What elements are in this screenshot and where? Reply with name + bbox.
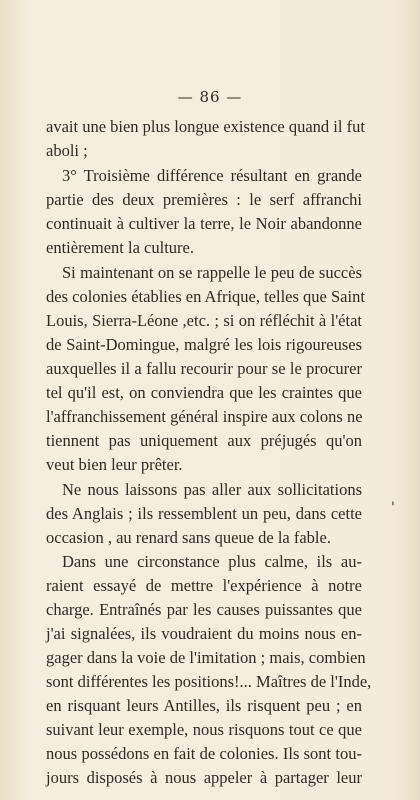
text-line: charge. Entraînés par les causes puissantes que — [46, 600, 362, 619]
page-number: — 86 — — [177, 88, 243, 106]
text-line: veut bien leur prêter. — [46, 455, 183, 474]
text-line: des colonies établies en Afrique, telles que Saint — [46, 287, 365, 306]
text-line: suivant leur exemple, nous risquons tout ce que — [46, 720, 362, 739]
margin-mark: ' — [391, 500, 395, 516]
text-line: gager dans la voie de l'imitation ; mais, combien — [46, 648, 366, 667]
text-line: auxquelles il a fallu recourir pour se le procurer — [46, 359, 362, 378]
text-line: nous possédons en fait de colonies. Ils sont tou- — [46, 744, 362, 763]
text-line: en risquant leurs Antilles, ils risquent peu ; en — [46, 696, 362, 715]
text-line: sont différentes les positions!... Maîtres de l'Inde, — [46, 672, 372, 691]
text-line: des Anglais ; ils ressemblent un peu, dans cette — [46, 504, 362, 523]
text-line: jours disposés à nous appeler à partager leur — [46, 768, 362, 787]
text-line: de Saint-Domingue, malgré les lois rigoureuses — [46, 335, 362, 354]
text-line: avait une bien plus longue existence quand il fut — [46, 117, 365, 136]
text-line: raient essayé de mettre l'expérience à notre — [46, 576, 362, 595]
text-line: tiennent pas uniquement aux préjugés qu'on — [46, 431, 362, 450]
text-line: partie des deux premières : le serf affranchi — [46, 190, 362, 209]
text-line: aboli ; — [46, 141, 88, 160]
text-line: Dans une circonstance plus calme, ils au- — [62, 552, 362, 571]
text-line: Ne nous laissons pas aller aux sollicitations — [62, 480, 362, 499]
text-line: Si maintenant on se rappelle le peu de succès — [62, 263, 362, 282]
text-line: tel qu'il est, on conviendra que les craintes que — [46, 383, 362, 402]
text-line: l'affranchissement général inspire aux colons ne — [46, 407, 363, 426]
text-line: Louis, Sierra-Léone ,etc. ; si on réfléchit à l'état — [46, 311, 362, 330]
text-line: 3° Troisième différence résultant en grande — [62, 166, 362, 185]
text-line: continuait à cultiver la terre, le Noir abandonne — [46, 214, 362, 233]
text-line: j'ai signalées, ils voudraient du moins nous en- — [46, 624, 362, 643]
text-line: entièrement la culture. — [46, 238, 194, 257]
text-line: occasion , au renard sans queue de la fable. — [46, 528, 331, 547]
